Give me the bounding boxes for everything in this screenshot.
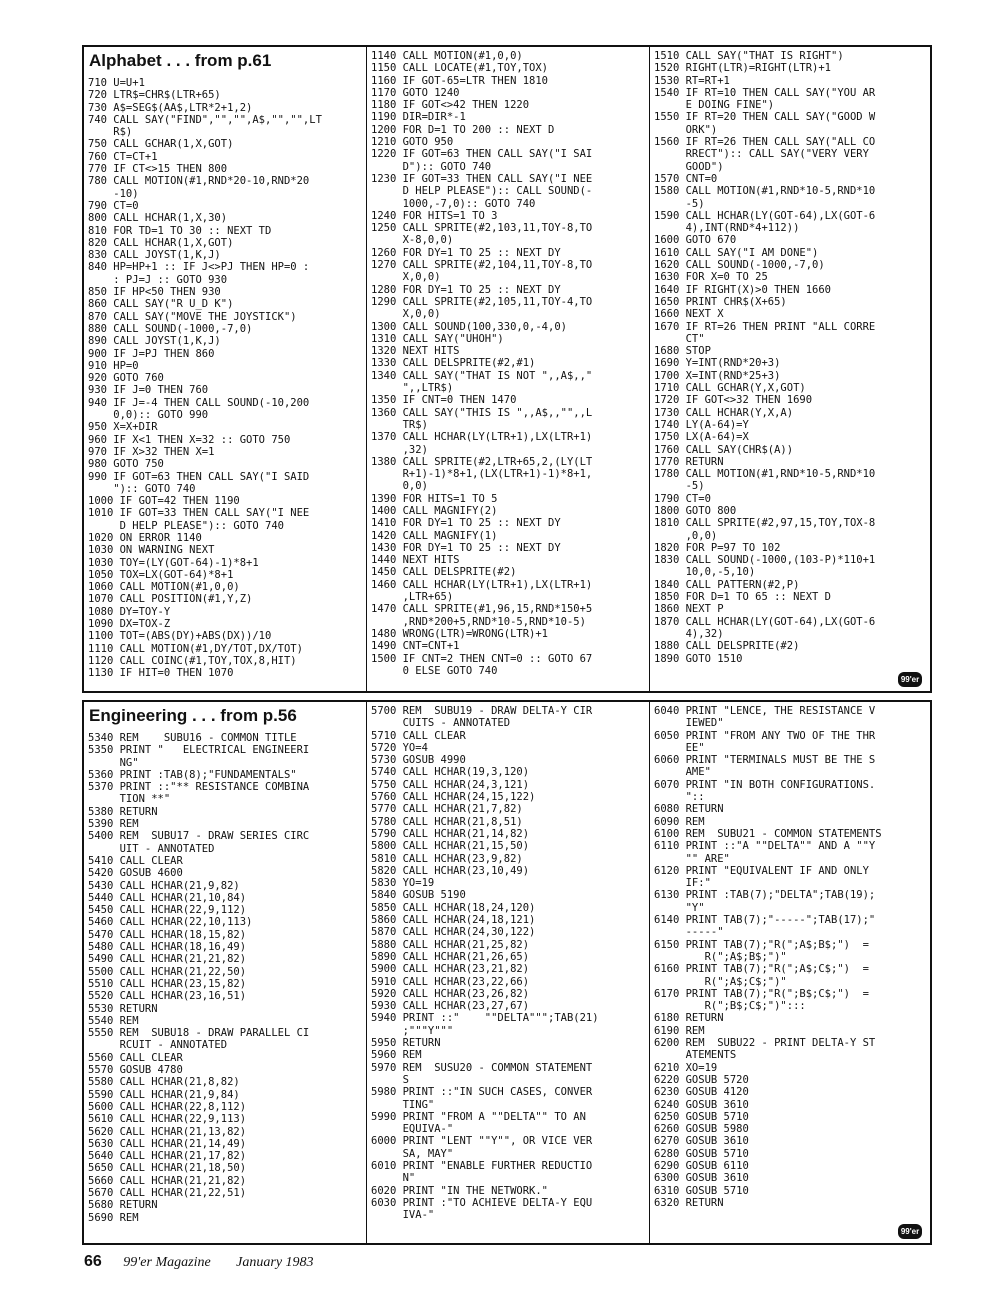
code-line: -----"	[654, 926, 724, 939]
code-line: 1140 CALL MOTION(#1,0,0)	[371, 50, 523, 62]
code-line: 1620 CALL SOUND(-1000,-7,0)	[654, 259, 825, 272]
code-line: 1480 WRONG(LTR)=WRONG(LTR)+1	[371, 627, 549, 640]
code-line: R(";A$;C$;")"	[654, 975, 787, 988]
code-line: E DOING FINE")	[654, 99, 775, 112]
code-line: 1330 CALL DELSPRITE(#2,#1)	[371, 357, 536, 370]
code-line: 5940 PRINT ::" ""DELTA""";TAB(21)	[371, 1012, 599, 1025]
code-line: 1650 PRINT CHR$(X+65)	[654, 295, 787, 308]
code-line: 1430 FOR DY=1 TO 25 :: NEXT DY	[371, 541, 561, 554]
code-line: ,32)	[371, 443, 428, 456]
code-line: 920 GOTO 760	[88, 372, 164, 385]
code-line: 1590 CALL HCHAR(LY(GOT-64),LX(GOT-6	[654, 209, 876, 222]
code-line: EQUIVA-"	[371, 1123, 454, 1136]
code-line: 5610 CALL HCHAR(22,9,113)	[88, 1113, 247, 1126]
code-line: 6220 GOSUB 5720	[654, 1073, 749, 1086]
code-line: 5350 PRINT " ELECTRICAL ENGINEERI	[88, 744, 310, 757]
code-line: 5860 CALL HCHAR(24,18,121)	[371, 914, 536, 927]
code-line: -10)	[88, 187, 139, 200]
code-line: 1530 RT=RT+1	[654, 74, 730, 87]
alphabet-section-title: Alphabet . . . from p.61	[89, 51, 272, 70]
code-line: 5450 CALL HCHAR(22,9,112)	[88, 904, 247, 917]
code-line: 1580 CALL MOTION(#1,RND*10-5,RND*10	[654, 185, 876, 198]
code-line: 5520 CALL HCHAR(23,16,51)	[88, 990, 247, 1003]
code-line: 1860 NEXT P	[654, 603, 724, 616]
code-line: 1830 CALL SOUND(-1000,(103-P)*110+1	[654, 554, 876, 567]
code-line: 1600 GOTO 670	[654, 234, 737, 247]
code-line: "::	[654, 791, 705, 804]
code-line: 910 HP=0	[88, 359, 139, 372]
code-line: 6160 PRINT TAB(7);"R(";A$;C$;") =	[654, 963, 869, 976]
code-line: TION **"	[88, 793, 171, 806]
code-line: 1820 FOR P=97 TO 102	[654, 541, 781, 554]
code-line: X,0,0)	[371, 308, 441, 321]
code-line: RCUIT - ANNOTATED	[88, 1039, 228, 1052]
code-line: 5370 PRINT ::"** RESISTANCE COMBINA	[88, 781, 310, 794]
code-line: 4),32)	[654, 627, 724, 640]
code-line: 5850 CALL HCHAR(18,24,120)	[371, 901, 536, 914]
code-line: 5730 GOSUB 4990	[371, 754, 466, 767]
code-line: UIT - ANNOTATED	[88, 842, 215, 855]
code-line: 1660 NEXT X	[654, 308, 724, 321]
engineering-code-column-1	[84, 732, 366, 1224]
code-line: 1110 CALL MOTION(#1,DY/TOT,DX/TOT)	[88, 642, 303, 655]
code-line: 1310 CALL SAY("UHOH")	[371, 332, 504, 345]
code-line: 1180 IF GOT<>42 THEN 1220	[371, 99, 530, 112]
code-line: 5560 CALL CLEAR	[88, 1051, 183, 1064]
code-line: 6180 RETURN	[654, 1012, 724, 1025]
code-line: 6280 GOSUB 5710	[654, 1147, 749, 1160]
code-line: 1440 NEXT HITS	[371, 554, 460, 567]
code-line: R+1)-1)*8+1,(LX(LTR+1)-1)*8+1,	[371, 468, 593, 481]
code-line: "" ARE"	[654, 852, 730, 865]
code-line: ,LTR+65)	[371, 591, 454, 604]
code-line: 1350 IF CNT=0 THEN 1470	[371, 394, 517, 407]
code-line: 6210 XO=19	[654, 1061, 718, 1074]
code-line: 1090 DX=TOX-Z	[88, 618, 171, 631]
code-line: 1710 CALL GCHAR(Y,X,GOT)	[654, 382, 806, 395]
code-line: 5680 RETURN	[88, 1199, 158, 1212]
code-line: 5670 CALL HCHAR(21,22,51)	[88, 1186, 247, 1199]
code-line: 5690 REM	[88, 1211, 139, 1224]
code-line: 5490 CALL HCHAR(21,21,82)	[88, 953, 247, 966]
issue-date: January 1983	[236, 1255, 314, 1270]
code-line: 1250 CALL SPRITE(#2,103,11,TOY-8,TO	[371, 222, 593, 235]
code-line: 6230 GOSUB 4120	[654, 1086, 749, 1099]
code-line: 6050 PRINT "FROM ANY TWO OF THE THR	[654, 729, 876, 742]
code-line: 1290 CALL SPRITE(#2,105,11,TOY-4,TO	[371, 295, 593, 308]
alphabet-listing-panel	[82, 45, 932, 693]
code-line: 1500 IF CNT=2 THEN CNT=0 :: GOTO 67	[371, 652, 593, 665]
code-line: 790 CT=0	[88, 199, 139, 212]
code-line: 5640 CALL HCHAR(21,17,82)	[88, 1150, 247, 1163]
code-line: 6140 PRINT TAB(7);"-----";TAB(17);"	[654, 914, 876, 927]
magazine-name: 99'er Magazine	[123, 1255, 211, 1270]
code-line: SA, MAY"	[371, 1147, 454, 1160]
code-line: 6020 PRINT "IN THE NETWORK."	[371, 1184, 549, 1197]
code-line: 1850 FOR D=1 TO 65 :: NEXT D	[654, 591, 832, 604]
code-line: 1300 CALL SOUND(100,330,0,-4,0)	[371, 320, 567, 333]
code-line: 1080 DY=TOY-Y	[88, 605, 171, 618]
code-line: 5740 CALL HCHAR(19,3,120)	[371, 766, 530, 779]
code-line: 810 FOR TD=1 TO 30 :: NEXT TD	[88, 224, 272, 237]
code-line: IF:"	[654, 877, 711, 890]
code-line: X-8,0,0)	[371, 234, 454, 247]
code-line: 820 CALL HCHAR(1,X,GOT)	[88, 236, 234, 249]
code-line: 1060 CALL MOTION(#1,0,0)	[88, 581, 240, 594]
code-line: 1810 CALL SPRITE(#2,97,15,TOY,TOX-8	[654, 517, 876, 530]
code-line: 5910 CALL HCHAR(23,22,66)	[371, 975, 530, 988]
code-line: CT"	[654, 332, 705, 345]
code-line: 5460 CALL HCHAR(22,10,113)	[88, 916, 253, 929]
code-line: 1010 IF GOT=33 THEN CALL SAY("I NEE	[88, 507, 310, 520]
code-line: -5)	[654, 480, 705, 493]
code-line: 1640 IF RIGHT(X)>0 THEN 1660	[654, 283, 832, 296]
engineering-code-column-2	[367, 705, 649, 1221]
code-line: 1100 TOT=(ABS(DY)+ABS(DX))/10	[88, 630, 272, 643]
code-line: 5510 CALL HCHAR(23,15,82)	[88, 977, 247, 990]
code-line: -5)	[654, 197, 705, 210]
code-line: 5750 CALL HCHAR(24,3,121)	[371, 778, 530, 791]
code-line: D HELP PLEASE"):: GOTO 740	[88, 519, 284, 532]
code-line: 1270 CALL SPRITE(#2,104,11,TOY-8,TO	[371, 259, 593, 272]
code-line: 870 CALL SAY("MOVE THE JOYSTICK")	[88, 310, 297, 323]
code-line: 5620 CALL HCHAR(21,13,82)	[88, 1125, 247, 1138]
code-line: CUITS - ANNOTATED	[371, 717, 511, 730]
code-line: 1450 CALL DELSPRITE(#2)	[371, 566, 517, 579]
code-line: 720 LTR$=CHR$(LTR+65)	[88, 89, 221, 102]
code-line: 1770 RETURN	[654, 455, 724, 468]
code-line: : PJ=J :: GOTO 930	[88, 273, 228, 286]
code-line: 730 A$=SEG$(AA$,LTR*2+1,2)	[88, 101, 253, 114]
engineering-column-2	[366, 702, 649, 1243]
code-line: 5770 CALL HCHAR(21,7,82)	[371, 803, 523, 816]
code-line: 5540 REM	[88, 1014, 139, 1027]
code-line: 1320 NEXT HITS	[371, 345, 460, 358]
code-line: 6080 RETURN	[654, 803, 724, 816]
code-line: 1540 IF RT=10 THEN CALL SAY("YOU AR	[654, 86, 876, 99]
code-line: 5340 REM SUBU16 - COMMON TITLE	[88, 732, 297, 744]
code-line: 5990 PRINT "FROM A ""DELTA"" TO AN	[371, 1110, 586, 1123]
code-line: 850 IF HP<50 THEN 930	[88, 286, 221, 299]
code-line: 5400 REM SUBU17 - DRAW SERIES CIRC	[88, 830, 310, 843]
code-line: 890 CALL JOYST(1,K,J)	[88, 335, 221, 348]
code-line: R(";B$;C$;")":::	[654, 1000, 806, 1013]
code-line: 1880 CALL DELSPRITE(#2)	[654, 640, 800, 653]
code-line: 1460 CALL HCHAR(LY(LTR+1),LX(LTR+1)	[371, 578, 593, 591]
code-line: 6300 GOSUB 3610	[654, 1172, 749, 1185]
code-line: 5970 REM SUSU20 - COMMON STATEMENT	[371, 1061, 593, 1074]
code-line: 1790 CT=0	[654, 492, 711, 505]
code-line: 6150 PRINT TAB(7);"R(";A$;B$;") =	[654, 938, 869, 951]
code-line: 1760 CALL SAY(CHR$(A))	[654, 443, 794, 456]
code-line: 6110 PRINT ::"A ""DELTA"" AND A ""Y	[654, 840, 876, 853]
code-line: 1890 GOTO 1510	[654, 652, 743, 665]
code-line: 1470 CALL SPRITE(#1,96,15,RND*150+5	[371, 603, 593, 616]
code-line: 6260 GOSUB 5980	[654, 1123, 749, 1136]
magazine-logo-badge: 99'er	[898, 672, 922, 687]
code-line: ORK")	[654, 123, 718, 136]
code-line: 5500 CALL HCHAR(21,22,50)	[88, 965, 247, 978]
code-line: 6000 PRINT "LENT ""Y"", OR VICE VER	[371, 1135, 593, 1148]
code-line: 5960 REM	[371, 1049, 422, 1062]
code-line: 1800 GOTO 800	[654, 504, 737, 517]
code-line: 6190 REM	[654, 1024, 705, 1037]
alphabet-column-2	[366, 47, 649, 691]
code-line: 5530 RETURN	[88, 1002, 158, 1015]
engineering-code-column-3	[650, 705, 930, 1209]
code-line: 1510 CALL SAY("THAT IS RIGHT")	[654, 50, 844, 62]
code-line: 1730 CALL HCHAR(Y,X,A)	[654, 406, 794, 419]
code-line: 5800 CALL HCHAR(21,15,50)	[371, 840, 530, 853]
engineering-section-title: Engineering . . . from p.56	[89, 706, 297, 725]
code-line: 1020 ON ERROR 1140	[88, 531, 202, 544]
code-line: 1150 CALL LOCATE(#1,TOY,TOX)	[371, 62, 549, 75]
code-line: 1130 IF HIT=0 THEN 1070	[88, 667, 234, 680]
code-line: X,0,0)	[371, 271, 441, 284]
code-line: 900 IF J=PJ THEN 860	[88, 347, 215, 360]
code-line: 6200 REM SUBU22 - PRINT DELTA-Y ST	[654, 1037, 876, 1050]
code-line: 1370 CALL HCHAR(LY(LTR+1),LX(LTR+1)	[371, 431, 593, 444]
code-line: 1550 IF RT=20 THEN CALL SAY("GOOD W	[654, 111, 876, 124]
code-line: 1410 FOR DY=1 TO 25 :: NEXT DY	[371, 517, 561, 530]
code-line: 950 X=X+DIR	[88, 421, 158, 434]
code-line: 830 CALL JOYST(1,K,J)	[88, 249, 221, 262]
alphabet-column-3	[649, 47, 930, 691]
code-line: 5810 CALL HCHAR(23,9,82)	[371, 852, 523, 865]
alphabet-code-column-3	[650, 50, 930, 665]
code-line: 6310 GOSUB 5710	[654, 1184, 749, 1197]
code-line: N"	[371, 1172, 416, 1185]
code-line: 750 CALL GCHAR(1,X,GOT)	[88, 138, 234, 151]
code-line: 1230 IF GOT=33 THEN CALL SAY("I NEE	[371, 172, 593, 185]
code-line: 1840 CALL PATTERN(#2,P)	[654, 578, 800, 591]
code-line: 6030 PRINT :"TO ACHIEVE DELTA-Y EQU	[371, 1196, 593, 1209]
code-line: 0,0):: GOTO 990	[88, 409, 209, 422]
code-line: 6240 GOSUB 3610	[654, 1098, 749, 1111]
engineering-listing-panel	[82, 700, 932, 1245]
code-line: 5480 CALL HCHAR(18,16,49)	[88, 941, 247, 954]
code-line: 1160 IF GOT-65=LTR THEN 1810	[371, 74, 549, 87]
code-line: 5430 CALL HCHAR(21,9,82)	[88, 879, 240, 892]
code-line: S	[371, 1073, 409, 1086]
code-line: 5700 REM SUBU19 - DRAW DELTA-Y CIR	[371, 705, 593, 717]
code-line: 5880 CALL HCHAR(21,25,82)	[371, 938, 530, 951]
code-line: 1280 FOR DY=1 TO 25 :: NEXT DY	[371, 283, 561, 296]
code-line: IEWED"	[654, 717, 724, 730]
code-line: 6060 PRINT "TERMINALS MUST BE THE S	[654, 754, 876, 767]
code-line: 6070 PRINT "IN BOTH CONFIGURATIONS.	[654, 778, 876, 791]
code-line: 6320 RETURN	[654, 1196, 724, 1209]
code-line: 860 CALL SAY("R U_D K")	[88, 298, 234, 311]
code-line: 5830 YO=19	[371, 877, 435, 890]
engineering-column-3	[649, 702, 930, 1243]
code-line: 1000 IF GOT=42 THEN 1190	[88, 495, 240, 508]
code-line: 1050 TOX=LX(GOT-64)*8+1	[88, 568, 234, 581]
code-line: 1630 FOR X=0 TO 25	[654, 271, 768, 284]
code-line: 5920 CALL HCHAR(23,26,82)	[371, 987, 530, 1000]
code-line: NG"	[88, 756, 139, 769]
code-line: 980 GOTO 750	[88, 458, 164, 471]
code-line: 6010 PRINT "ENABLE FURTHER REDUCTIO	[371, 1159, 593, 1172]
code-line: 1240 FOR HITS=1 TO 3	[371, 209, 498, 222]
code-line: AME"	[654, 766, 711, 779]
code-line: IVA-"	[371, 1209, 435, 1222]
code-line: 1670 IF RT=26 THEN PRINT "ALL CORRE	[654, 320, 876, 333]
code-line: 1120 CALL COINC(#1,TOY,TOX,8,HIT)	[88, 654, 297, 667]
code-line: 1720 IF GOT<>32 THEN 1690	[654, 394, 813, 407]
code-line: 1420 CALL MAGNIFY(1)	[371, 529, 498, 542]
code-line: 5870 CALL HCHAR(24,30,122)	[371, 926, 536, 939]
code-line: 1750 LX(A-64)=X	[654, 431, 749, 444]
code-line: 5930 CALL HCHAR(23,27,67)	[371, 1000, 530, 1013]
code-line: 740 CALL SAY("FIND","","",A$,"","",LT	[88, 113, 322, 126]
code-line: 930 IF J=0 THEN 760	[88, 384, 209, 397]
code-line: RRECT"):: CALL SAY("VERY VERY	[654, 148, 869, 161]
code-line: 5360 PRINT :TAB(8);"FUNDAMENTALS"	[88, 768, 297, 781]
code-line: 1780 CALL MOTION(#1,RND*10-5,RND*10	[654, 468, 876, 481]
code-line: "):: GOTO 740	[88, 482, 196, 495]
code-line: ;"""Y"""	[371, 1024, 454, 1037]
code-line: 5470 CALL HCHAR(18,15,82)	[88, 928, 247, 941]
code-line: EE"	[654, 741, 705, 754]
code-line: ,RND*200+5,RND*10-5,RND*10-5)	[371, 615, 586, 628]
code-line: 840 HP=HP+1 :: IF J<>PJ THEN HP=0 :	[88, 261, 310, 274]
code-line: 10,0,-5,10)	[654, 566, 756, 579]
code-line: 1570 CNT=0	[654, 172, 718, 185]
code-line: 1340 CALL SAY("THAT IS NOT ",,A$,,"	[371, 369, 593, 382]
code-line: 5590 CALL HCHAR(21,9,84)	[88, 1088, 240, 1101]
code-line: 5780 CALL HCHAR(21,8,51)	[371, 815, 523, 828]
code-line: D HELP PLEASE"):: CALL SOUND(-	[371, 185, 593, 198]
code-line: 5820 CALL HCHAR(23,10,49)	[371, 864, 530, 877]
code-line: 1220 IF GOT=63 THEN CALL SAY("I SAI	[371, 148, 593, 161]
code-line: 1170 GOTO 1240	[371, 86, 460, 99]
code-line: ,0,0)	[654, 529, 718, 542]
code-line: 1210 GOTO 950	[371, 136, 454, 149]
code-line: 1560 IF RT=26 THEN CALL SAY("ALL CO	[654, 136, 876, 149]
code-line: GOOD")	[654, 160, 724, 173]
code-line: 1390 FOR HITS=1 TO 5	[371, 492, 498, 505]
code-line: 5580 CALL HCHAR(21,8,82)	[88, 1076, 240, 1089]
code-line: 6100 REM SUBU21 - COMMON STATEMENTS	[654, 827, 882, 840]
code-line: 5550 REM SUBU18 - DRAW PARALLEL CI	[88, 1027, 310, 1040]
code-line: 0 ELSE GOTO 740	[371, 664, 498, 677]
code-line: 710 U=U+1	[88, 77, 145, 89]
code-line: 5760 CALL HCHAR(24,15,122)	[371, 791, 536, 804]
code-line: 5660 CALL HCHAR(21,21,82)	[88, 1174, 247, 1187]
code-line: 0,0)	[371, 480, 428, 493]
alphabet-code-column-2	[367, 50, 649, 677]
code-line: 5720 YO=4	[371, 741, 428, 754]
engineering-column-1	[84, 702, 366, 1243]
code-line: 1870 CALL HCHAR(LY(GOT-64),LX(GOT-6	[654, 615, 876, 628]
code-line: 1520 RIGHT(LTR)=RIGHT(LTR)+1	[654, 62, 832, 75]
code-line: 1030 ON WARNING NEXT	[88, 544, 215, 557]
code-line: 1030 TOY=(LY(GOT-64)-1)*8+1	[88, 556, 259, 569]
code-line: 990 IF GOT=63 THEN CALL SAY("I SAID	[88, 470, 310, 483]
code-line: 780 CALL MOTION(#1,RND*20-10,RND*20	[88, 175, 310, 188]
code-line: TR$)	[371, 418, 428, 431]
code-line: ATEMENTS	[654, 1049, 737, 1062]
code-line: 6290 GOSUB 6110	[654, 1159, 749, 1172]
code-line: TING"	[371, 1098, 435, 1111]
code-line: 1000,-7,0):: GOTO 740	[371, 197, 536, 210]
code-line: 1190 DIR=DIR*-1	[371, 111, 466, 124]
code-line: 6090 REM	[654, 815, 705, 828]
code-line: R(";A$;B$;")"	[654, 950, 787, 963]
code-line: 1740 LY(A-64)=Y	[654, 418, 749, 431]
code-line: 760 CT=CT+1	[88, 150, 158, 163]
code-line: 1070 CALL POSITION(#1,Y,Z)	[88, 593, 253, 606]
code-line: 1610 CALL SAY("I AM DONE")	[654, 246, 819, 259]
code-line: 6130 PRINT :TAB(7);"DELTA";TAB(19);	[654, 889, 876, 902]
code-line: D"):: GOTO 740	[371, 160, 492, 173]
alphabet-column-1	[84, 47, 366, 691]
code-line: 880 CALL SOUND(-1000,-7,0)	[88, 322, 253, 335]
code-line: 1380 CALL SPRITE(#2,LTR+65,2,(LY(LT	[371, 455, 593, 468]
page-number: 66	[84, 1253, 102, 1270]
code-line: 960 IF X<1 THEN X=32 :: GOTO 750	[88, 433, 291, 446]
code-line: 1200 FOR D=1 TO 200 :: NEXT D	[371, 123, 555, 136]
code-line: 6040 PRINT "LENCE, THE RESISTANCE V	[654, 705, 876, 717]
code-line: 970 IF X>32 THEN X=1	[88, 445, 215, 458]
code-line: 5410 CALL CLEAR	[88, 854, 183, 867]
code-line: 6120 PRINT "EQUIVALENT IF AND ONLY	[654, 864, 869, 877]
code-line: 1260 FOR DY=1 TO 25 :: NEXT DY	[371, 246, 561, 259]
code-line: 5900 CALL HCHAR(23,21,82)	[371, 963, 530, 976]
code-line: 5650 CALL HCHAR(21,18,50)	[88, 1162, 247, 1175]
code-line: 6270 GOSUB 3610	[654, 1135, 749, 1148]
code-line: 5380 RETURN	[88, 805, 158, 818]
code-line: 6250 GOSUB 5710	[654, 1110, 749, 1123]
magazine-logo-badge: 99'er	[898, 1224, 922, 1239]
code-line: 1400 CALL MAGNIFY(2)	[371, 504, 498, 517]
code-line: "Y"	[654, 901, 705, 914]
alphabet-code-column-1	[84, 77, 366, 680]
code-line: ",,LTR$)	[371, 382, 454, 395]
code-line: 800 CALL HCHAR(1,X,30)	[88, 212, 228, 225]
code-line: 5710 CALL CLEAR	[371, 729, 466, 742]
code-line: 5790 CALL HCHAR(21,14,82)	[371, 827, 530, 840]
code-line: 5980 PRINT ::"IN SUCH CASES, CONVER	[371, 1086, 593, 1099]
code-line: 1360 CALL SAY("THIS IS ",,A$,,"",,L	[371, 406, 593, 419]
code-line: 940 IF J=-4 THEN CALL SOUND(-10,200	[88, 396, 310, 409]
code-line: 4),INT(RND*4+112))	[654, 222, 800, 235]
code-line: 1700 X=INT(RND*25+3)	[654, 369, 781, 382]
code-line: 6170 PRINT TAB(7);"R(";B$;C$;") =	[654, 987, 869, 1000]
code-line: 5630 CALL HCHAR(21,14,49)	[88, 1137, 247, 1150]
code-line: 5890 CALL HCHAR(21,26,65)	[371, 950, 530, 963]
code-line: 1490 CNT=CNT+1	[371, 640, 460, 653]
code-line: 5600 CALL HCHAR(22,8,112)	[88, 1100, 247, 1113]
page-footer	[84, 1253, 314, 1271]
code-line: 5950 RETURN	[371, 1037, 441, 1050]
code-line: R$)	[88, 126, 133, 139]
code-line: 1690 Y=INT(RND*20+3)	[654, 357, 781, 370]
code-line: 5570 GOSUB 4780	[88, 1064, 183, 1077]
code-line: 5440 CALL HCHAR(21,10,84)	[88, 891, 247, 904]
code-line: 5420 GOSUB 4600	[88, 867, 183, 880]
code-line: 770 IF CT<>15 THEN 800	[88, 163, 228, 176]
code-line: 1680 STOP	[654, 345, 711, 358]
code-line: 5390 REM	[88, 818, 139, 831]
code-line: 5840 GOSUB 5190	[371, 889, 466, 902]
